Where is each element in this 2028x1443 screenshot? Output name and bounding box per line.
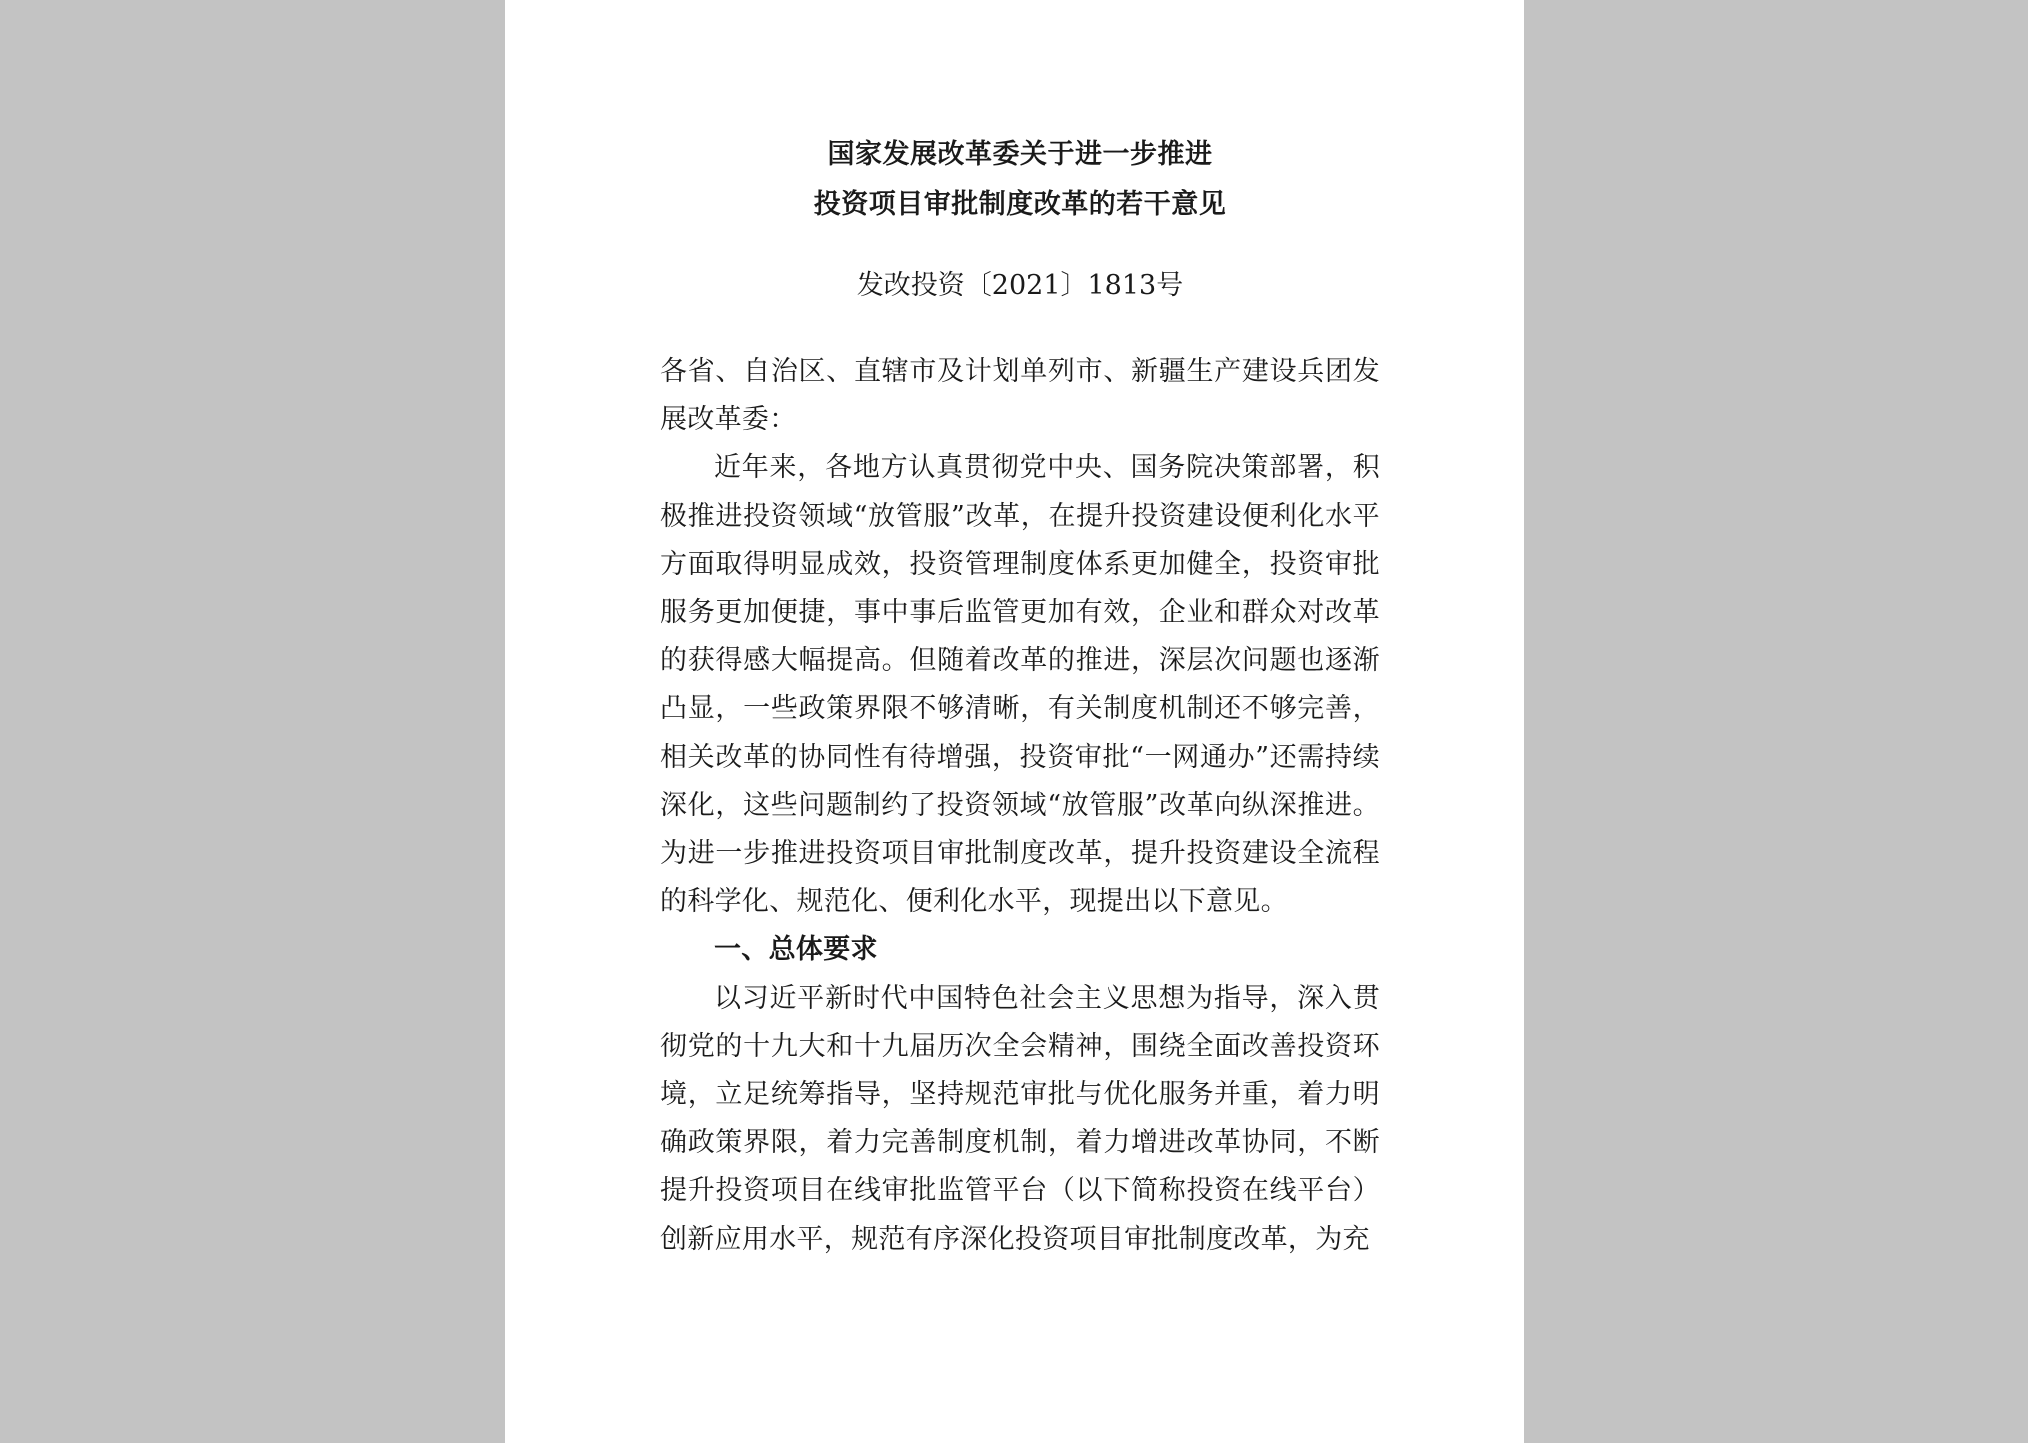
document-title-line-2: 投资项目审批制度改革的若干意见 [813,189,1227,220]
addressee: 各省、自治区、直辖市及计划单列市、新疆生产建设兵团发展改革委： [660,356,1380,436]
document-content [660,130,1380,1264]
document-number: 发改投资〔2021〕1813号 [856,270,1184,301]
document-title-line-1: 国家发展改革委关于进一步推进 [827,139,1213,170]
section-heading-1: 一、总体要求 [714,934,878,966]
document-page [505,0,1524,1443]
paragraph-1: 近年来，各地方认真贯彻党中央、国务院决策部署，积极推进投资领域“放管服”改革，在提升投资建设便利化水平方面取得明显成效，投资管理制度体系更加健全，投资审批服务更加便捷，事中事后监管更加有效，企业和群众对改革的获得感大幅提高。但随着改革的推进，深层次问题也逐渐凸显，一些政策界限不够清晰，有关制度机制还不够完善，相关改革的协同性有待增强，投资审批“一网通办”还需持续深化，这些问题制约了投资领域“放管服”改革向纵深推进。为进一步推进投资项目审批制度改革，提升投资建设全流程的科学化、规范化、便利化水平，现提出以下意见。 [660,452,1380,918]
paragraph-2: 以习近平新时代中国特色社会主义思想为指导，深入贯彻党的十九大和十九届历次全会精神，围绕全面改善投资环境，立足统筹指导，坚持规范审批与优化服务并重，着力明确政策界限，着力完善制度机制，着力增进改革协同，不断提升投资项目在线审批监管平台（以下简称投资在线平台）创新应用水平，规范有序深化投资项目审批制度改革，为充 [660,982,1380,1255]
